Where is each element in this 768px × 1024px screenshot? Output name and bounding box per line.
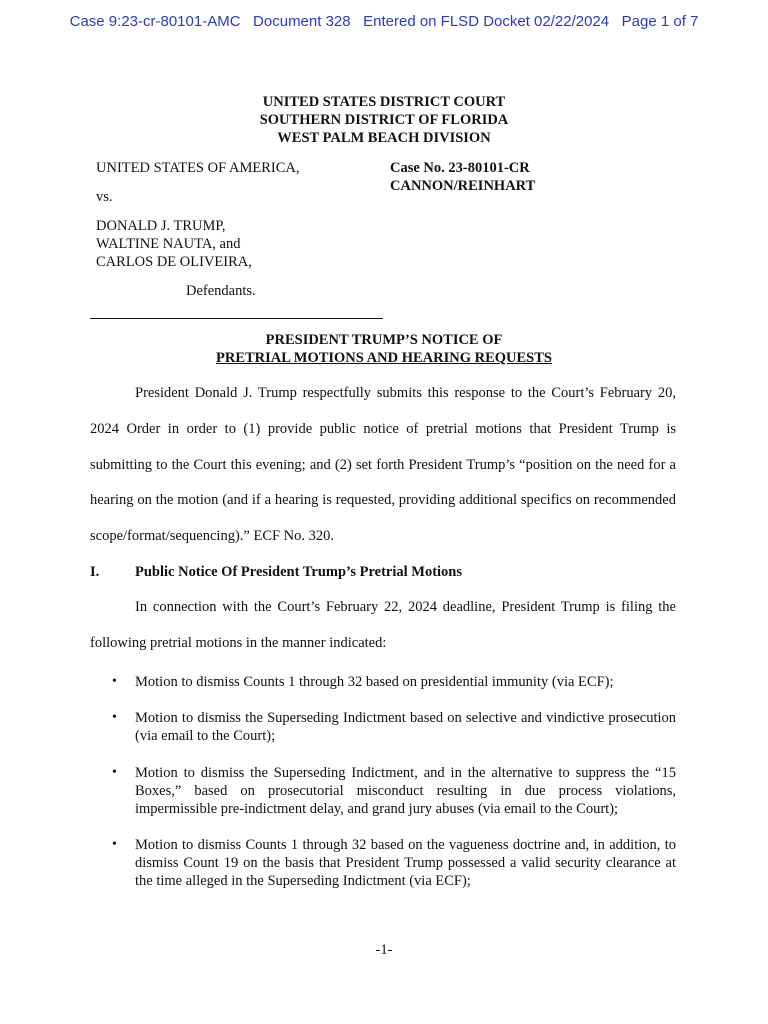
defendant-name: DONALD J. TRUMP, [96,218,226,234]
caption-divider [90,318,383,319]
court-name-line: UNITED STATES DISTRICT COURT [262,94,506,110]
title-line-2: PRETRIAL MOTIONS AND HEARING REQUESTS [216,350,552,366]
motion-text: Motion to dismiss the Superseding Indictment based on selective and vindictive prosecution (via email to the Court); [135,710,676,744]
bullet-icon: • [112,710,117,725]
defendant-name: WALTINE NAUTA, and [96,236,241,252]
assigned-judges: CANNON/REINHART [390,178,536,194]
motion-text: Motion to dismiss Counts 1 through 32 based on the vagueness doctrine and, in addition, to dismiss Count 19 on the basis that President Trump possessed a valid security clearance at the time alleged in the Superseding Indictment (via ECF); [135,837,676,889]
court-district-line: SOUTHERN DISTRICT OF FLORIDA [259,112,509,128]
defendants-label: Defendants. [186,283,256,299]
case-number: Case No. 23-80101-CR [390,160,530,176]
bullet-icon: • [112,765,117,780]
plaintiff-name: UNITED STATES OF AMERICA, [96,160,300,176]
header-page-count: Page 1 of 7 [621,13,699,30]
case-caption-number [390,159,535,195]
section-heading [90,563,676,581]
title-line-1: PRESIDENT TRUMP’S NOTICE OF [265,332,503,348]
section-number: I. [90,564,100,580]
intro-paragraph: President Donald J. Trump respectfully submits this response to the Court’s February 20, 2024 Order in order to (1) provide public notice of pretrial motions that President Trump is submitting to the Court this evening; and (2) set forth President Trump’s “position on the need for a hearing on the motion (and if a hearing is requested, providing additional specifics on recommended scope/format/sequencing).” ECF No. 320. [90,385,676,545]
motions-intro-paragraph: In connection with the Court’s February 22, 2024 deadline, President Trump is filing the following pretrial motions in the manner indicated: [90,599,676,651]
document-title [0,331,768,367]
defendant-name: CARLOS DE OLIVEIRA, [96,254,252,270]
docket-header [0,13,768,30]
motion-text: Motion to dismiss Counts 1 through 32 based on presidential immunity (via ECF); [135,674,614,690]
versus-label: vs. [96,189,113,205]
court-division-line: WEST PALM BEACH DIVISION [277,130,491,146]
page-number: -1- [375,942,393,958]
motion-text: Motion to dismiss the Superseding Indictment, and in the alternative to suppress the “15 Boxes,” based on prosecutorial misconduct resulting in due process violations, impermissible pre-indictment delay, and grand jury abuses (via email to the Court); [135,765,676,817]
header-document-number: Document 328 [253,13,351,30]
bullet-icon: • [112,674,117,689]
case-caption-parties [96,159,299,300]
header-case-number: Case 9:23-cr-80101-AMC [69,13,241,30]
header-entered-date: Entered on FLSD Docket 02/22/2024 [363,13,610,30]
court-heading [0,93,768,147]
section-title: Public Notice Of President Trump’s Pretrial Motions [135,564,463,580]
bullet-icon: • [112,837,117,852]
